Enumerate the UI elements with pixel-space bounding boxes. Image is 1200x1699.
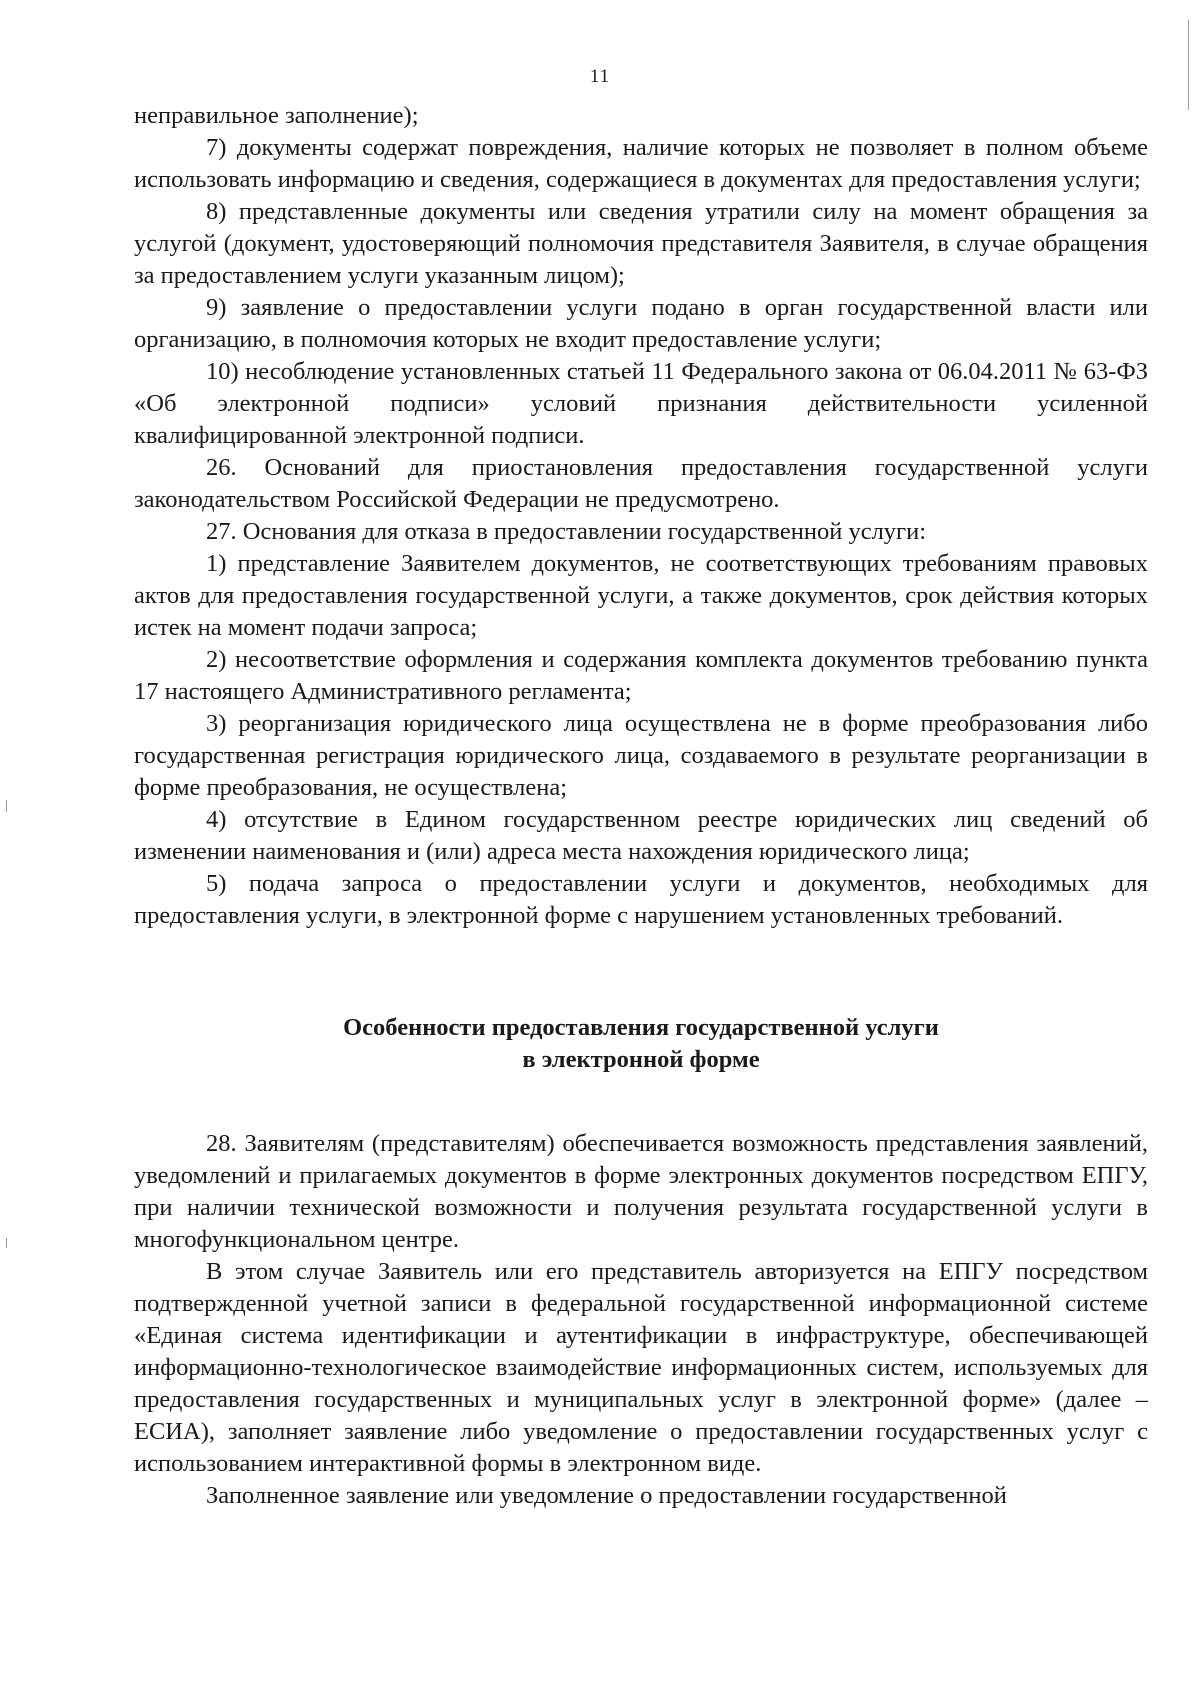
scan-edge-mark [6,1238,7,1248]
paragraph: 26. Оснований для приостановления предоставления государственной услуги законодательством Российской Федерации не предусмотрено. [134,454,1148,513]
section-heading-line: в электронной форме [522,1046,760,1073]
document-body [134,100,1148,1512]
paragraph: 9) заявление о предоставлении услуги подано в орган государственной власти или организацию, в полномочия которых не входит предоставление услуги; [134,294,1148,353]
paragraph: 27. Основания для отказа в предоставлении государственной услуги: [206,518,927,545]
paragraph: 1) представление Заявителем документов, не соответствующих требованиям правовых актов для предоставления государственной услуги, а также документов, срок действия которых истек на момент подачи запроса; [134,550,1148,641]
paragraph-group-top [134,100,1148,932]
paragraph: 7) документы содержат повреждения, наличие которых не позволяет в полном объеме использовать информацию и сведения, содержащиеся в документах для предоставления услуги; [134,134,1148,193]
paragraph: Заполненное заявление или уведомление о предоставлении государственной [206,1482,1007,1509]
section-heading-line: Особенности предоставления государственной услуги [343,1014,939,1041]
scan-edge-mark [6,800,7,812]
paragraph: 4) отсутствие в Едином государственном реестре юридических лиц сведений об изменении наименования и (или) адреса места нахождения юридического лица; [134,806,1148,865]
page-number: 11 [589,66,611,87]
scan-edge-mark [1188,20,1189,110]
paragraph-group-bottom [134,1128,1148,1512]
paragraph: 3) реорганизация юридического лица осуществлена не в форме преобразования либо государственная регистрация юридического лица, создаваемого в результате реорганизации в форме преобразования, не осуществлена; [134,710,1148,801]
paragraph: 2) несоответствие оформления и содержания комплекта документов требованию пункта 17 настоящего Административного регламента; [134,646,1148,705]
paragraph: неправильное заполнение); [134,102,419,129]
paragraph: В этом случае Заявитель или его представитель авторизуется на ЕПГУ посредством подтвержденной учетной записи в федеральной государственной информационной системе «Единая система идентификации и аутентификации в инфраструктуре, обеспечивающей информационно-технологическое взаимодействие информационных систем, используемых для предоставления государственных и муниципальных услуг в электронной форме» (далее – ЕСИА), заполняет заявление либо уведомление о предоставлении государственных услуг с использованием интерактивной формы в электронном виде. [134,1258,1148,1477]
paragraph: 10) несоблюдение установленных статьей 11 Федерального закона от 06.04.2011 № 63-ФЗ «Об электронной подписи» условий признания действительности усиленной квалифицированной электронной подписи. [134,358,1148,449]
paragraph: 5) подача запроса о предоставлении услуги и документов, необходимых для предоставления услуги, в электронной форме с нарушением установленных требований. [134,870,1148,929]
paragraph: 8) представленные документы или сведения утратили силу на момент обращения за услугой (документ, удостоверяющий полномочия представителя Заявителя, в случае обращения за предоставлением услуги указанным лицом); [134,198,1148,289]
section-heading [134,1012,1148,1076]
paragraph: 28. Заявителям (представителям) обеспечивается возможность представления заявлений, уведомлений и прилагаемых документов в форме электронных документов посредством ЕПГУ, при наличии технической возможности и получения результата государственной услуги в многофункциональном центре. [134,1130,1148,1253]
